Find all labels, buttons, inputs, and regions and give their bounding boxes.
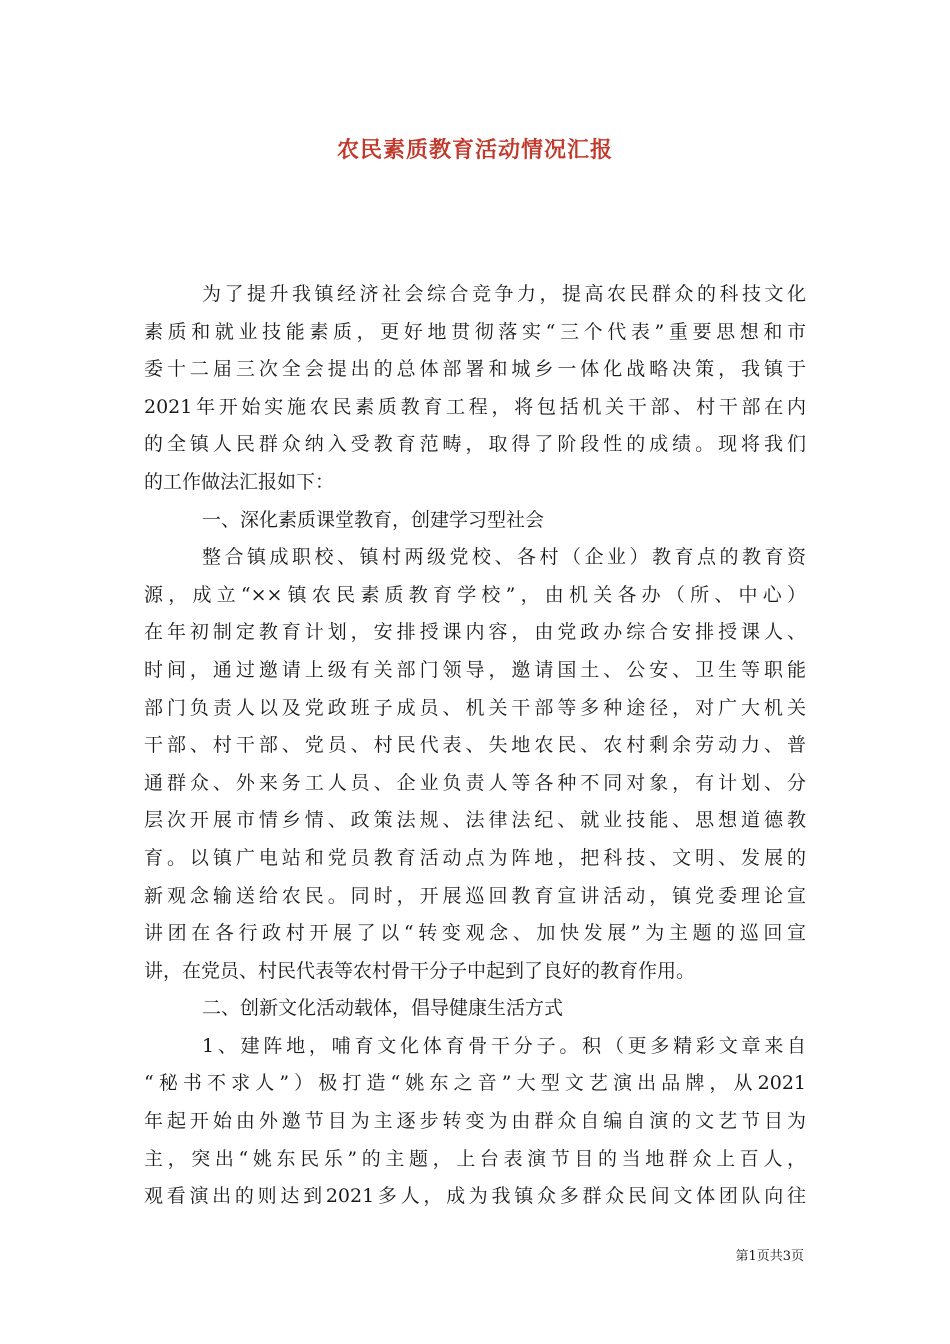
body-line: 在年初制定教育计划，安排授课内容，由党政办综合安排授课人、 — [144, 621, 806, 644]
body-line: 二、创新文化活动载体，倡导健康生活方式 — [202, 997, 564, 1020]
body-line: 的工作做法汇报如下： — [144, 470, 335, 493]
body-line: 1、建阵地，哺育文化体育骨干分子。积（更多精彩文章来自 — [202, 1034, 806, 1057]
body-line: 育。以镇广电站和党员教育活动点为阵地，把科技、文明、发展的 — [144, 846, 806, 869]
body-line: 委十二届三次全会提出的总体部署和城乡一体化战略决策，我镇于 — [144, 358, 806, 381]
body-line: 一、深化素质课堂教育，创建学习型社会 — [202, 508, 545, 531]
body-line: 讲，在党员、村民代表等农村骨干分子中起到了良好的教育作用。 — [144, 959, 696, 982]
body-line: 通群众、外来务工人员、企业负责人等各种不同对象，有计划、分 — [144, 771, 806, 794]
body-line: 素质和就业技能素质，更好地贯彻落实“三个代表”重要思想和市 — [144, 320, 806, 343]
body-line: 讲团在各行政村开展了以“转变观念、加快发展”为主题的巡回宣 — [144, 922, 806, 945]
body-line: 的全镇人民群众纳入受教育范畴，取得了阶段性的成绩。现将我们 — [144, 433, 806, 456]
body-line: 为了提升我镇经济社会综合竞争力，提高农民群众的科技文化 — [202, 283, 806, 305]
document-body — [144, 276, 806, 1216]
body-line: 2021年开始实施农民素质教育工程，将包括机关干部、村干部在内 — [144, 395, 806, 418]
body-line: 新观念输送给农民。同时，开展巡回教育宣讲活动，镇党委理论宣 — [144, 884, 806, 907]
body-line: 干部、村干部、党员、村民代表、失地农民、农村剩余劳动力、普 — [144, 734, 806, 757]
body-line: 整合镇成职校、镇村两级党校、各村（企业）教育点的教育资 — [202, 546, 806, 569]
body-line: 部门负责人以及党政班子成员、机关干部等多种途径，对广大机关 — [144, 696, 806, 719]
body-line: 主，突出“姚东民乐”的主题，上台表演节目的当地群众上百人， — [144, 1147, 806, 1170]
body-line: 源，成立“××镇农民素质教育学校”，由机关各办（所、中心） — [144, 583, 806, 606]
body-line: “秘书不求人”）极打造“姚东之音”大型文艺演出品牌，从2021 — [144, 1072, 806, 1095]
body-line: 观看演出的则达到2021多人，成为我镇众多群众民间文体团队向往 — [144, 1185, 806, 1208]
body-line: 层次开展市情乡情、政策法规、法律法纪、就业技能、思想道德教 — [144, 809, 806, 832]
body-line: 年起开始由外邀节目为主逐步转变为由群众自编自演的文艺节目为 — [144, 1110, 806, 1133]
body-line: 时间，通过邀请上级有关部门领导，邀请国土、公安、卫生等职能 — [144, 658, 806, 681]
document-title: 农民素质教育活动情况汇报 — [336, 137, 613, 163]
page-number: 第1页共3页 — [735, 1249, 804, 1264]
